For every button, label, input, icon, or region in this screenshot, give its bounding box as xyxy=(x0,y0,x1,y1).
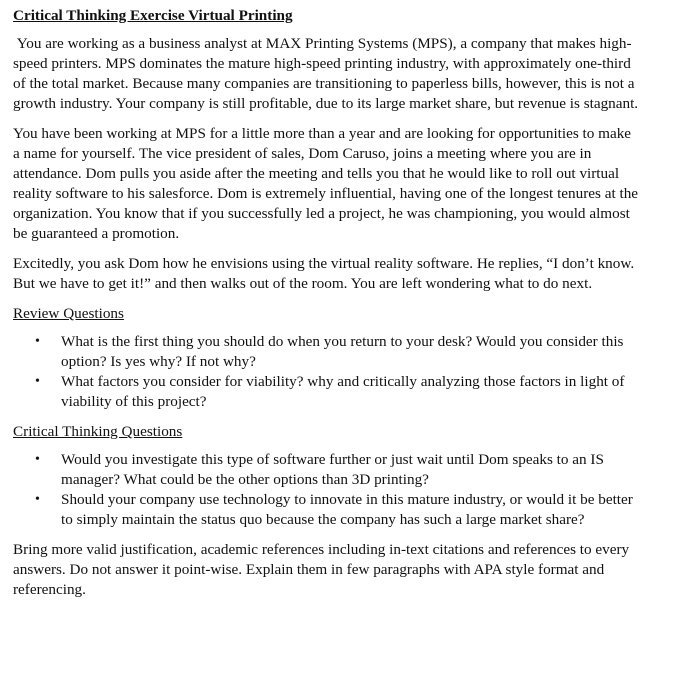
bullet-icon: • xyxy=(35,374,40,389)
critical-thinking-questions-list xyxy=(13,450,641,530)
critical-question-text: Should your company use technology to innovate in this mature industry, or would it be better to simply maintain the status quo because the company has such a large market share? xyxy=(61,491,633,528)
review-questions-list xyxy=(13,332,641,412)
document-page xyxy=(13,6,641,600)
list-item xyxy=(35,490,641,530)
critical-question-text: Would you investigate this type of software further or just wait until Dom speaks to an IS manager? What could be the other options than 3D printing? xyxy=(61,451,604,488)
context-paragraph: You have been working at MPS for a little more than a year and are looking for opportunities to make a name for yourself. The vice president of sales, Dom Caruso, joins a meeting where you are in attendance. Dom pulls you aside after the meeting and tells you that he would like to roll out virtual reality software to his salesforce. Dom is extremely influential, having one of the longest tenures at the organization. You know that if you successfully led a project, he was championing, you would almost be guaranteed a promotion. xyxy=(13,125,639,242)
review-questions-heading: Review Questions xyxy=(13,305,124,322)
document-title: Critical Thinking Exercise Virtual Printing xyxy=(13,7,293,24)
bullet-icon: • xyxy=(35,492,40,507)
review-question-text: What is the first thing you should do when you return to your desk? Would you consider this option? Is yes why? If not why? xyxy=(61,333,624,370)
list-item xyxy=(35,450,641,490)
instructions-paragraph: Bring more valid justification, academic references including in-text citations and references to every answers. Do not answer it point-wise. Explain them in few paragraphs with APA style format and referencing. xyxy=(13,541,630,598)
list-item xyxy=(35,372,641,412)
list-item xyxy=(35,332,641,372)
dialogue-paragraph: Excitedly, you ask Dom how he envisions using the virtual reality software. He replies, “I don’t know. But we have to get it!” and then walks out of the room. You are left wondering what to do next. xyxy=(13,255,635,292)
intro-paragraph: You are working as a business analyst at MAX Printing Systems (MPS), a company that makes high-speed printers. MPS dominates the mature high-speed printing industry, with approximately one-third of the total market. Because many companies are transitioning to paperless bills, however, this is not a growth industry. Your company is still profitable, due to its large market share, but revenue is stagnant. xyxy=(13,35,639,112)
review-question-text: What factors you consider for viability? why and critically analyzing those factors in light of viability of this project? xyxy=(61,373,625,410)
bullet-icon: • xyxy=(35,334,40,349)
critical-thinking-questions-heading: Critical Thinking Questions xyxy=(13,423,183,440)
bullet-icon: • xyxy=(35,452,40,467)
